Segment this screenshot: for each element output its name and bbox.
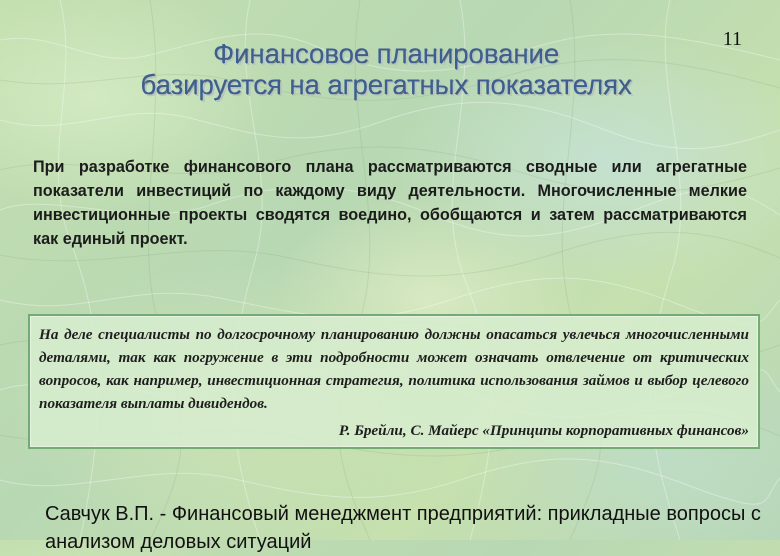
slide-title xyxy=(0,38,772,100)
footer-reference: Савчук В.П. - Финансовый менеджмент предприятий: прикладные вопросы с анализом деловых ситуаций xyxy=(45,503,761,553)
quote-box xyxy=(28,314,760,449)
slide-title-line-1: Финансовое планирование xyxy=(212,38,560,69)
slide-title-line-2: базируется на агрегатных показателях xyxy=(140,69,632,100)
page-number: 11 xyxy=(722,28,742,50)
quote-source: Р. Брейли, С. Майерс «Принципы корпоративных финансов» xyxy=(338,422,749,439)
quote-text: На деле специалисты по долгосрочному планированию должны опасаться увлечься многочисленными деталями, так как погружение в эти подробности может означать отвлечение от критических вопросов, как например, инвестиционная стратегия, политика использования займов и выбор целевого показателя выплаты дивидендов. xyxy=(39,326,749,412)
intro-paragraph: При разработке финансового плана рассматриваются сводные или агрегатные показатели инвестиций по каждому виду деятельности. Многочисленные мелкие инвестиционные проекты сводятся воедино, обобщаются и затем рассматриваются как единый проект. xyxy=(33,158,747,248)
